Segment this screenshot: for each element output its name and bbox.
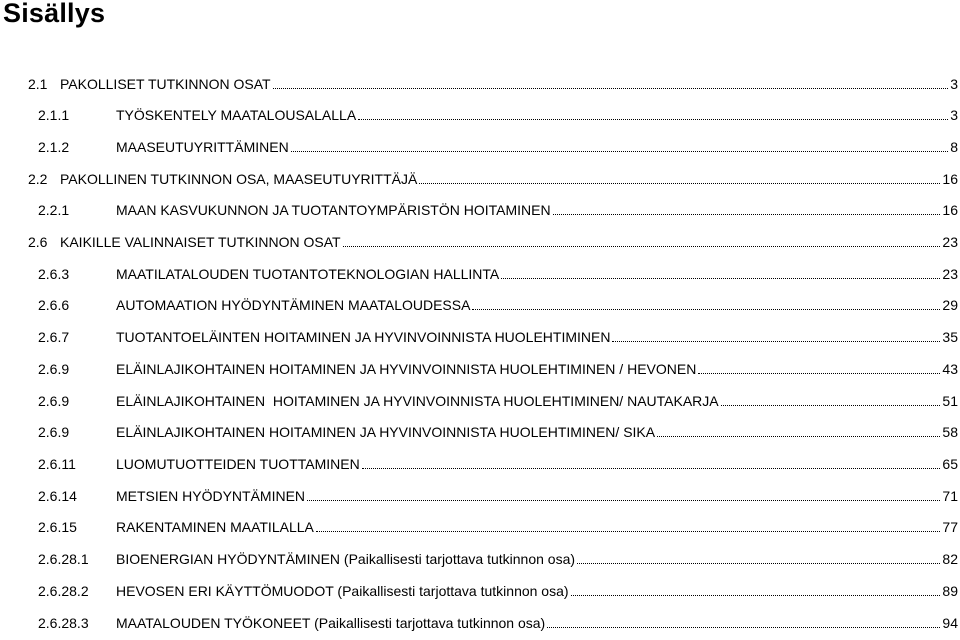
toc-dot-leader <box>316 531 941 532</box>
toc-entry-number: 2.6.7 <box>38 329 70 345</box>
toc-entry-number: 2.6.3 <box>38 266 70 282</box>
toc-entry[interactable] <box>38 358 958 378</box>
toc-entry-number: 2.6.9 <box>38 361 70 377</box>
toc-entry-page: 3 <box>950 107 958 123</box>
toc-entry-page: 35 <box>942 329 958 345</box>
toc-entry-title: TYÖSKENTELY MAATALOUSALALLA <box>116 107 357 123</box>
toc-dot-leader <box>657 436 940 437</box>
toc-dot-leader <box>721 405 941 406</box>
toc-entry-number: 2.2.1 <box>38 202 70 218</box>
toc-entry-number: 2.6.15 <box>38 519 77 535</box>
toc-entry-title: ELÄINLAJIKOHTAINEN HOITAMINEN JA HYVINVOINNISTA HUOLEHTIMINEN/ SIKA <box>116 424 656 440</box>
toc-dot-leader <box>553 214 941 215</box>
toc-entry[interactable] <box>38 263 958 283</box>
toc-entry-title: MAATILATALOUDEN TUOTANTOTEKNOLOGIAN HALLINTA <box>116 266 500 282</box>
toc-entry-title: KAIKILLE VALINNAISET TUTKINNON OSAT <box>60 234 341 250</box>
toc-dot-leader <box>307 500 940 501</box>
toc-dot-leader <box>571 595 941 596</box>
toc-entry-title: MAAN KASVUKUNNON JA TUOTANTOYMPÄRISTÖN HOITAMINEN <box>116 202 551 218</box>
toc-entry-title: ELÄINLAJIKOHTAINEN HOITAMINEN JA HYVINVOINNISTA HUOLEHTIMINEN / HEVONEN <box>116 361 697 377</box>
toc-entry[interactable] <box>38 326 958 346</box>
toc-dot-leader <box>577 563 940 564</box>
toc-entry-number: 2.6.11 <box>38 456 76 472</box>
toc-entry-number: 2.6.9 <box>38 393 70 409</box>
toc-entry-page: 89 <box>942 583 958 599</box>
toc-entry-title: MAATALOUDEN TYÖKONEET (Paikallisesti tarjottava tutkinnon osa) <box>116 615 546 631</box>
toc-entry[interactable] <box>28 231 958 251</box>
toc-dot-leader <box>501 278 940 279</box>
toc-dot-leader <box>291 151 949 152</box>
toc-entry[interactable] <box>38 421 958 441</box>
toc-entry[interactable] <box>38 136 958 156</box>
toc-entry-page: 58 <box>942 424 958 440</box>
toc-dot-leader <box>273 88 949 89</box>
toc-entry-number: 2.6.14 <box>38 488 77 504</box>
toc-entry[interactable] <box>38 390 958 410</box>
toc-entry-title: RAKENTAMINEN MAATILALLA <box>116 519 314 535</box>
toc-entry[interactable] <box>38 104 958 124</box>
toc-entry-number: 2.6.9 <box>38 424 70 440</box>
toc-entry-page: 43 <box>942 361 958 377</box>
toc-entry[interactable] <box>38 516 958 536</box>
toc-entry-number: 2.6.28.1 <box>38 551 89 567</box>
toc-dot-leader <box>362 468 941 469</box>
toc-entry[interactable] <box>28 168 958 188</box>
toc-entry[interactable] <box>38 453 958 473</box>
toc-entry-page: 16 <box>942 202 958 218</box>
toc-entry-title: ELÄINLAJIKOHTAINEN HOITAMINEN JA HYVINVOINNISTA HUOLEHTIMINEN/ NAUTAKARJA <box>116 393 719 409</box>
toc-entry-page: 23 <box>942 234 958 250</box>
page-title: Sisällys <box>3 0 106 28</box>
toc-dot-leader <box>358 119 948 120</box>
toc-entry-title: PAKOLLINEN TUTKINNON OSA, MAASEUTUYRITTÄJÄ <box>60 171 418 187</box>
toc-dot-leader <box>698 373 940 374</box>
toc-entry-number: 2.2 <box>28 171 48 187</box>
toc-entry-page: 16 <box>942 171 958 187</box>
toc-entry-number: 2.1.1 <box>38 107 70 123</box>
toc-entry-page: 8 <box>950 139 958 155</box>
toc-entry[interactable] <box>38 485 958 505</box>
toc-entry-page: 3 <box>950 76 958 92</box>
toc-entry-title: PAKOLLISET TUTKINNON OSAT <box>60 76 271 92</box>
toc-dot-leader <box>419 183 940 184</box>
toc-entry-page: 82 <box>942 551 958 567</box>
toc-entry-title: BIOENERGIAN HYÖDYNTÄMINEN (Paikallisesti tarjottava tutkinnon osa) <box>116 551 576 567</box>
toc-entry-page: 71 <box>942 488 958 504</box>
toc-entry-title: AUTOMAATION HYÖDYNTÄMINEN MAATALOUDESSA <box>116 297 471 313</box>
toc-entry[interactable] <box>38 580 958 600</box>
toc-entry-title: HEVOSEN ERI KÄYTTÖMUODOT (Paikallisesti tarjottava tutkinnon osa) <box>116 583 569 599</box>
toc-dot-leader <box>472 309 940 310</box>
toc-entry-number: 2.6 <box>28 234 48 250</box>
toc-entry-page: 77 <box>942 519 958 535</box>
toc-entry-number: 2.6.28.3 <box>38 615 89 631</box>
toc-entry-number: 2.1.2 <box>38 139 70 155</box>
toc-entry-page: 51 <box>942 393 958 409</box>
toc-entry[interactable] <box>38 199 958 219</box>
toc-entry[interactable] <box>28 73 958 93</box>
toc-entry[interactable] <box>38 294 958 314</box>
toc-entry-title: LUOMUTUOTTEIDEN TUOTTAMINEN <box>116 456 360 472</box>
toc-dot-leader <box>612 341 940 342</box>
toc-entry-page: 23 <box>942 266 958 282</box>
toc-entry-page: 94 <box>942 615 958 631</box>
toc-entry-number: 2.6.28.2 <box>38 583 89 599</box>
toc-dot-leader <box>547 627 940 628</box>
toc-entry-number: 2.6.6 <box>38 297 70 313</box>
toc-entry-title: MAASEUTUYRITTÄMINEN <box>116 139 289 155</box>
toc-entry-title: TUOTANTOELÄINTEN HOITAMINEN JA HYVINVOINNISTA HUOLEHTIMINEN <box>116 329 611 345</box>
toc-entry-page: 29 <box>942 297 958 313</box>
toc-entry[interactable] <box>38 612 958 632</box>
toc-entry-page: 65 <box>942 456 958 472</box>
toc-entry-title: METSIEN HYÖDYNTÄMINEN <box>116 488 306 504</box>
toc-entry-number: 2.1 <box>28 76 48 92</box>
toc-dot-leader <box>343 246 941 247</box>
toc-entry[interactable] <box>38 548 958 568</box>
